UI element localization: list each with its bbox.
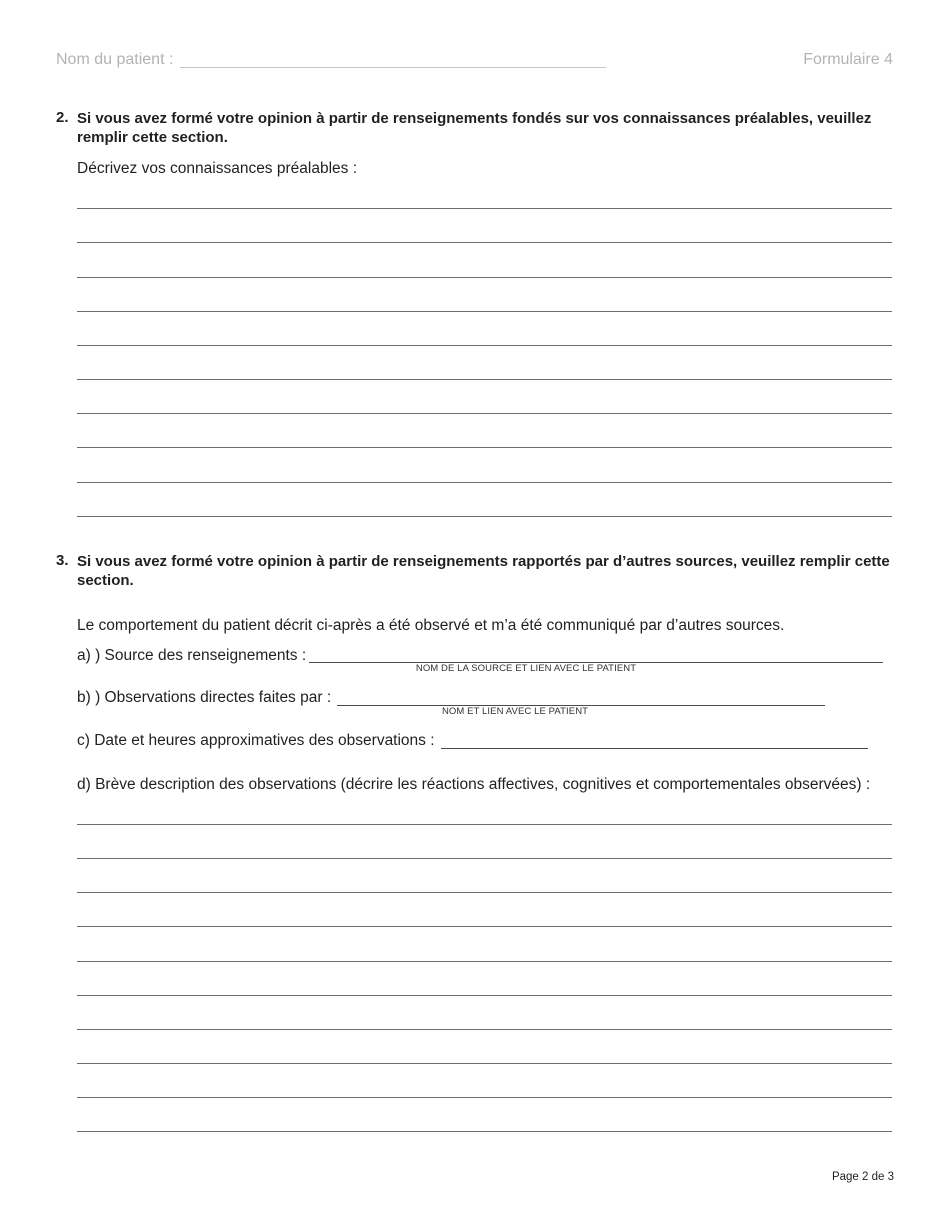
observer-caption: NOM ET LIEN AVEC LE PATIENT [441, 706, 589, 717]
source-caption: NOM DE LA SOURCE ET LIEN AVEC LE PATIENT [415, 663, 637, 674]
answer-line[interactable] [77, 1029, 892, 1030]
answer-line[interactable] [77, 447, 892, 448]
section-2-prompt: Décrivez vos connaissances préalables : [77, 160, 357, 177]
observation-date-label: c) Date et heures approximatives des observations : [77, 732, 435, 749]
answer-line[interactable] [77, 995, 892, 996]
observation-description-label: d) Brève description des observations (décrire les réactions affectives, cognitives et comportementales observées) : [77, 776, 871, 793]
answer-line[interactable] [77, 413, 892, 414]
answer-line[interactable] [77, 379, 892, 380]
answer-line[interactable] [77, 208, 892, 209]
answer-line[interactable] [77, 1097, 892, 1098]
answer-line[interactable] [77, 242, 892, 243]
answer-line[interactable] [77, 482, 892, 483]
patient-name-field[interactable] [180, 67, 606, 68]
answer-line[interactable] [77, 516, 892, 517]
source-label: a) ) Source des renseignements : [77, 647, 307, 664]
answer-line[interactable] [77, 1131, 892, 1132]
answer-line[interactable] [77, 961, 892, 962]
section-2-title: Si vous avez formé votre opinion à partir de renseignements fondés sur vos connaissances préalables, veuillez remplir cette section. [77, 110, 872, 146]
section-3-title: Si vous avez formé votre opinion à partir de renseignements rapportés par d’autres sources, veuillez remplir cette section. [77, 553, 890, 589]
answer-line[interactable] [77, 311, 892, 312]
answer-line[interactable] [77, 858, 892, 859]
answer-line[interactable] [77, 277, 892, 278]
section-3-intro: Le comportement du patient décrit ci-après a été observé et m’a été communiqué par d’autres sources. [77, 617, 785, 634]
answer-line[interactable] [77, 926, 892, 927]
page-number: Page 2 de 3 [831, 1171, 894, 1183]
answer-line[interactable] [77, 824, 892, 825]
answer-line[interactable] [77, 1063, 892, 1064]
observer-label: b) ) Observations directes faites par : [77, 689, 332, 706]
patient-name-label: Nom du patient : [56, 51, 174, 68]
section-2-number: 2. [56, 109, 69, 126]
answer-line[interactable] [77, 892, 892, 893]
form-number: Formulaire 4 [803, 51, 893, 68]
answer-line[interactable] [77, 345, 892, 346]
section-3-number: 3. [56, 552, 69, 569]
observation-date-field[interactable] [441, 748, 868, 749]
